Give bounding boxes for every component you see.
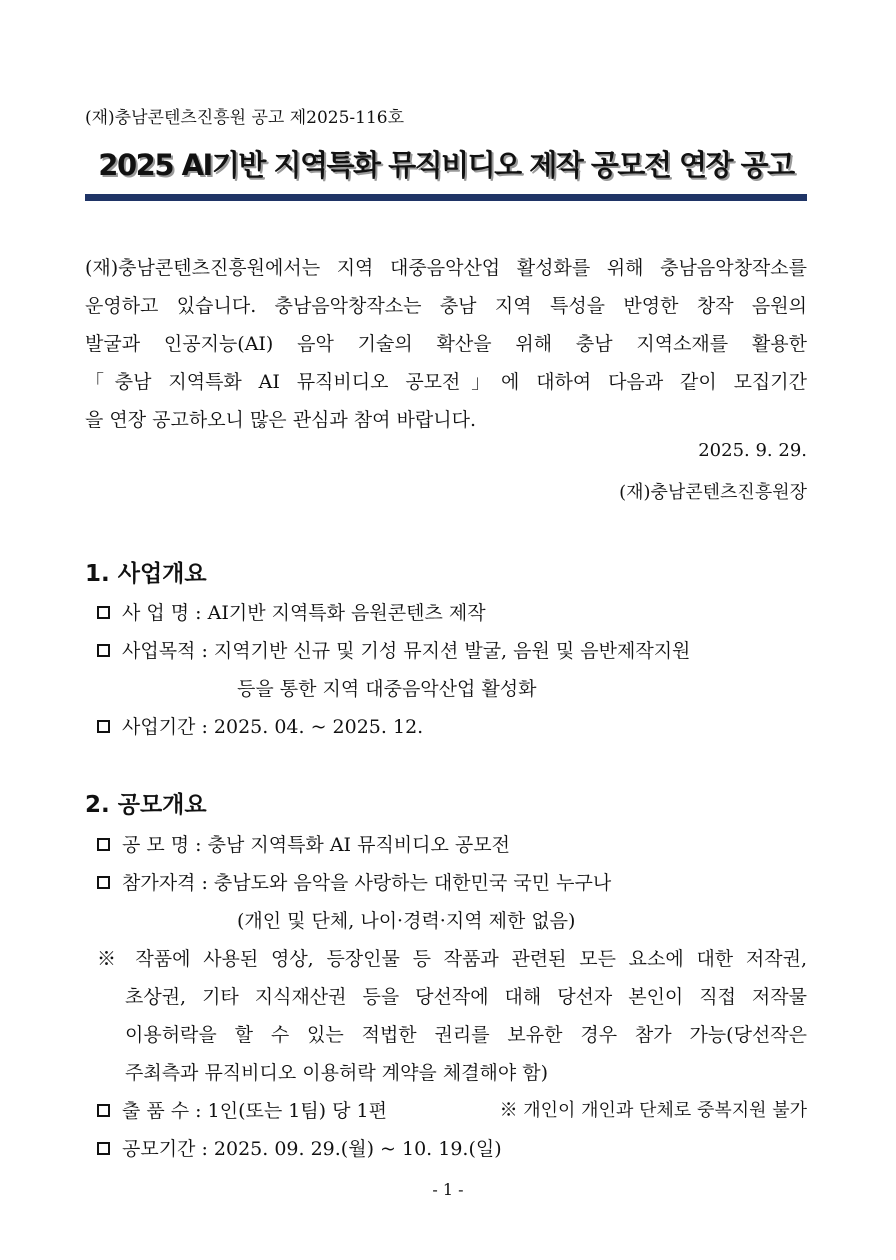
list-item: 사업기간 : 2025. 04. ~ 2025. 12. xyxy=(97,712,423,739)
list-item: 참가자격 : 충남도와 음악을 사랑하는 대한민국 국민 누구나 xyxy=(97,868,611,895)
checkbox-bullet-icon xyxy=(97,1104,110,1117)
list-item-continuation: 등을 통한 지역 대중음악산업 활성화 xyxy=(237,678,537,700)
list-item: 사업목적 : 지역기반 신규 및 기성 뮤지션 발굴, 음원 및 음반제작지원 xyxy=(97,636,690,663)
title-divider xyxy=(85,194,807,201)
intro-line: 을 연장 공고하오니 많은 관심과 참여 바랍니다. xyxy=(85,409,477,431)
notice-date: 2025. 9. 29. xyxy=(698,440,807,461)
entry-note: ※ 개인이 개인과 단체로 중복지원 불가 xyxy=(499,1100,807,1121)
section-heading: 2. 공모개요 xyxy=(85,792,207,818)
checkbox-bullet-icon xyxy=(97,644,110,657)
checkbox-bullet-icon xyxy=(97,838,110,851)
list-item-continuation: (개인 및 단체, 나이·경력·지역 제한 없음) xyxy=(237,910,576,932)
intro-line: 운영하고 있습니다. 충남음악창작소는 충남 지역 특성을 반영한 창작 음원의 xyxy=(85,295,807,317)
intro-line: (재)충남콘텐츠진흥원에서는 지역 대중음악산업 활성화를 위해 충남음악창작소를 xyxy=(85,257,807,279)
checkbox-bullet-icon xyxy=(97,1142,110,1155)
list-item: 공 모 명 : 충남 지역특화 AI 뮤직비디오 공모전 xyxy=(97,830,510,857)
note-line: 주최측과 뮤직비디오 이용허락 계약을 체결해야 함) xyxy=(125,1062,549,1084)
signer: (재)충남콘텐츠진흥원장 xyxy=(619,482,807,503)
list-item: 사 업 명 : AI기반 지역특화 음원콘텐츠 제작 xyxy=(97,598,486,625)
intro-line: 발굴과 인공지능(AI) 음악 기술의 확산을 위해 충남 지역소재를 활용한 xyxy=(85,333,807,355)
document-title: 2025 AI기반 지역특화 뮤직비디오 제작 공모전 연장 공고 xyxy=(98,148,794,182)
note-line: 초상권, 기타 지식재산권 등을 당선작에 대해 당선자 본인이 직접 저작물 xyxy=(125,986,807,1008)
intro-line: 「충남 지역특화 AI 뮤직비디오 공모전」에 대하여 다음과 같이 모집기간 xyxy=(85,371,807,393)
note-line: ※ 작품에 사용된 영상, 등장인물 등 작품과 관련된 모든 요소에 대한 저작권, xyxy=(97,948,807,970)
checkbox-bullet-icon xyxy=(97,876,110,889)
checkbox-bullet-icon xyxy=(97,720,110,733)
checkbox-bullet-icon xyxy=(97,606,110,619)
page-number: - 1 - xyxy=(432,1180,464,1199)
section-heading: 1. 사업개요 xyxy=(85,561,207,587)
list-item: 출 품 수 : 1인(또는 1팀) 당 1편 xyxy=(97,1096,387,1123)
notice-number: (재)충남콘텐츠진흥원 공고 제2025-116호 xyxy=(85,108,405,128)
list-item: 공모기간 : 2025. 09. 29.(월) ~ 10. 19.(일) xyxy=(97,1134,502,1161)
note-line: 이용허락을 할 수 있는 적법한 권리를 보유한 경우 참가 가능(당선작은 xyxy=(125,1024,807,1046)
